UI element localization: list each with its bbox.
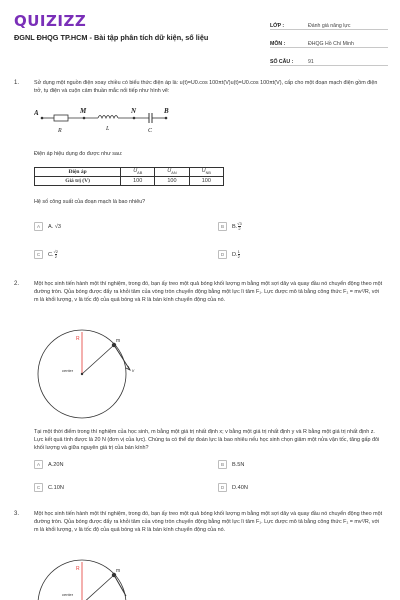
u-sub: AN (171, 171, 177, 176)
frac-num: √3 (237, 221, 242, 226)
u-symbol: U (133, 168, 138, 175)
radius-label: R (76, 336, 80, 342)
table-value-label: Giá trị (V) (35, 177, 121, 186)
option-letter-box: D (218, 250, 227, 259)
fraction (238, 250, 240, 259)
circuit-label-n: N (131, 107, 137, 115)
circular-motion-diagram (34, 556, 144, 600)
table-cell: 100 (155, 177, 189, 186)
option-letter-box: D (218, 483, 227, 492)
option-text: B.5N (232, 461, 245, 468)
frac-den: 2 (238, 226, 241, 231)
table-col-header (189, 168, 223, 177)
circular-motion-diagram (34, 326, 144, 422)
voltage-table (34, 167, 224, 186)
frac-den: 2 (54, 254, 57, 259)
frac-den: 2 (237, 254, 240, 259)
option-text: D.40N (232, 484, 248, 491)
table-cell: 100 (121, 177, 155, 186)
question-text-2: Tại một thời điểm trong thí nghiệm của học sinh, m bằng một giá trị nhất định x; v bằng một giá trị nhất định y và R bằng một giá trị nhất định z. Lực kết quả tính được là 20 N (đơn vị của lực). Chúng ta có thể dự đoán lực là bao nhiêu nếu học sinh chọn giảm một nửa vận tốc, tăng gấp đôi khối lượng và giữa nguyên giá trị của bán kính? (34, 429, 380, 452)
meta-value: Đánh giá năng lực (308, 23, 351, 29)
circuit-label-l: L (106, 126, 110, 132)
option-a[interactable] (34, 460, 64, 469)
u-symbol: U (201, 168, 206, 175)
option-text: A.20N (48, 461, 64, 468)
table-header-label: Điện áp (35, 168, 121, 177)
fraction (237, 222, 241, 231)
mass-label: m (116, 338, 121, 344)
question-text: Một học sinh tiến hành một thí nghiệm, trong đó, bạn ấy treo một quả bóng khối lượng m bằng một sợi dây và quay đầu nó chuyển động theo một đường tròn. Qủa bóng được đẩy ra khỏi tâm của vòng tròn chuyển động bằng một lực lì tâm F₁. Lực được mô tả bằng công thức F₁ = mv²/R, với m là khối lượng, v là tốc độ của quả bóng và R là bán kính chuyển động của nó. (34, 511, 383, 534)
question-number: 1. (14, 80, 20, 86)
question-number: 2. (14, 281, 20, 287)
option-letter-box: A (34, 222, 43, 231)
quizizz-logo: QUIZIZZ (14, 12, 87, 30)
radius-label: R (76, 566, 80, 572)
meta-value: 91 (308, 59, 314, 65)
center-label: center (62, 592, 74, 597)
option-letter-box: C (34, 250, 43, 259)
option-d[interactable] (218, 483, 248, 492)
table-col-header (121, 168, 155, 177)
center-label: center (62, 368, 74, 373)
option-c[interactable] (34, 250, 58, 259)
option-a[interactable] (34, 222, 61, 231)
question-text: Sử dụng một nguồn điện xoay chiều có biểu thức điện áp là: u(t)=U0.cos 100πt(V)u(t)=U0.cos 100πt(V), cấp cho một đoạn mạch điện gồm điện trở, tụ điện và cuộn cảm thuần mắc nối tiếp như hình vẽ: (34, 80, 378, 95)
option-c[interactable] (34, 483, 64, 492)
table-col-header (155, 168, 189, 177)
worksheet-title: ĐGNL ĐHQG TP.HCM - Bài tập phân tích dữ kiện, số liệu (14, 33, 209, 42)
circuit-diagram (34, 104, 184, 138)
fraction (54, 250, 58, 259)
option-text: C.10N (48, 484, 64, 491)
option-b[interactable] (218, 222, 242, 231)
option-text: B. (232, 223, 238, 230)
u-sub: AB (137, 171, 143, 176)
circuit-label-c: C (148, 128, 153, 134)
option-b[interactable] (218, 460, 244, 469)
option-letter-box: C (34, 483, 43, 492)
meta-key: SỐ CÂU : (270, 59, 294, 65)
u-sub: NB (205, 171, 211, 176)
circuit-label-m: M (80, 107, 87, 115)
meta-row-class (270, 14, 388, 30)
option-text: D. (232, 251, 238, 258)
meta-value: ĐHQG Hồ Chí Minh (308, 41, 354, 47)
frac-num: √2 (53, 249, 59, 254)
velocity-label: v (132, 368, 135, 373)
option-letter-box: B (218, 460, 227, 469)
circuit-label-b: B (164, 107, 169, 115)
meta-row-count (270, 50, 388, 66)
option-d[interactable] (218, 250, 240, 259)
u-symbol: U (167, 168, 172, 175)
mass-label: m (116, 568, 121, 574)
option-text: A. √3 (48, 223, 62, 230)
option-text: C. (48, 251, 54, 258)
meta-key: MÔN : (270, 41, 286, 47)
option-letter-box: B (218, 222, 227, 231)
question-number: 3. (14, 511, 20, 517)
option-letter-box: A (34, 460, 43, 469)
table-cell: 100 (189, 177, 223, 186)
frac-num: 1 (237, 249, 240, 254)
circuit-label-r: R (58, 128, 62, 134)
meta-key: LỚP : (270, 23, 285, 29)
question-prompt: Hệ số công suất của đoạn mạch là bao nhiêu? (34, 199, 146, 205)
table-intro: Điện áp hiệu dụng đo được như sau: (34, 151, 123, 157)
circuit-label-a: A (34, 109, 39, 117)
meta-panel (270, 14, 388, 68)
question-text: Một học sinh tiến hành một thí nghiệm, trong đó, bạn ấy treo một quả bóng khối lượng m bằng một sợi dây và quay đầu nó chuyển động theo một đường tròn. Qủa bóng được đẩy ra khỏi tâm của vòng tròn chuyển động bằng một lực lì tâm F₁. Lực được mô tả bằng công thức F₁ = mv²/R, với m là khối lượng, v là tốc độ của quả bóng và R là bán kính chuyển động của nó. (34, 281, 383, 304)
meta-row-subject (270, 32, 388, 48)
